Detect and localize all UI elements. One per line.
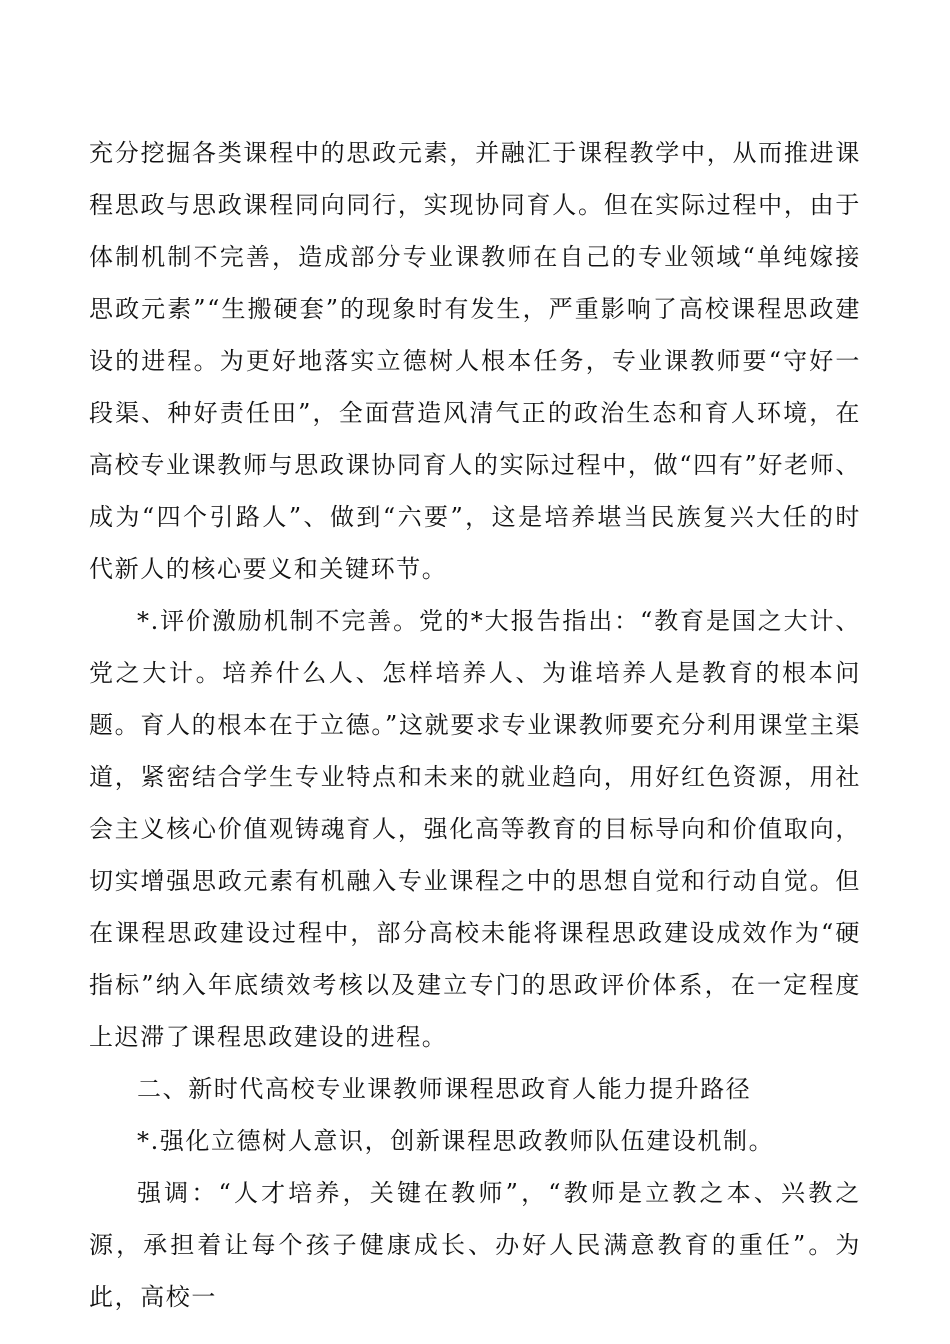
section-heading-two: 二、新时代高校专业课教师课程思政育人能力提升路径 bbox=[137, 1075, 752, 1103]
paragraph-emphasis: 强调：“人才培养，关键在教师”，“教师是立教之本、兴教之源，承担着让每个孩子健康成长、办好人民满意教育的重任”。为此，高校一 bbox=[89, 1179, 861, 1311]
paragraph-evaluation-mechanism: *.评价激励机制不完善。党的*大报告指出：“教育是国之大计、党之大计。培养什么人、怎样培养人、为谁培养人是教育的根本问题。育人的根本在于立德。”这就要求专业课教师要充分利用课堂主渠道，紧密结合学生专业特点和未来的就业趋向，用好红色资源，用社会主义核心价值观铸魂育人，强化高等教育的目标导向和价值取向，切实增强思政元素有机融入专业课程之中的思想自觉和行动自觉。但在课程思政建设过程中，部分高校未能将课程思政建设成效作为“硬指标”纳入年底绩效考核以及建立专门的思政评价体系，在一定程度上迟滞了课程思政建设的进程。 bbox=[89, 607, 861, 1051]
document-body bbox=[89, 127, 861, 1323]
paragraph-continuation: 充分挖掘各类课程中的思政元素，并融汇于课程教学中，从而推进课程思政与思政课程同向同行，实现协同育人。但在实际过程中，由于体制机制不完善，造成部分专业课教师在自己的专业领域“单纯嫁接思政元素”“生搬硬套”的现象时有发生，严重影响了高校课程思政建设的进程。为更好地落实立德树人根本任务，专业课教师要“守好一段渠、种好责任田”，全面营造风清气正的政治生态和育人环境，在高校专业课教师与思政课协同育人的实际过程中，做“四有”好老师、成为“四个引路人”、做到“六要”，这是培养堪当民族复兴大任的时代新人的核心要义和关键环节。 bbox=[89, 139, 861, 583]
subsection-heading: *.强化立德树人意识，创新课程思政教师队伍建设机制。 bbox=[137, 1127, 775, 1155]
